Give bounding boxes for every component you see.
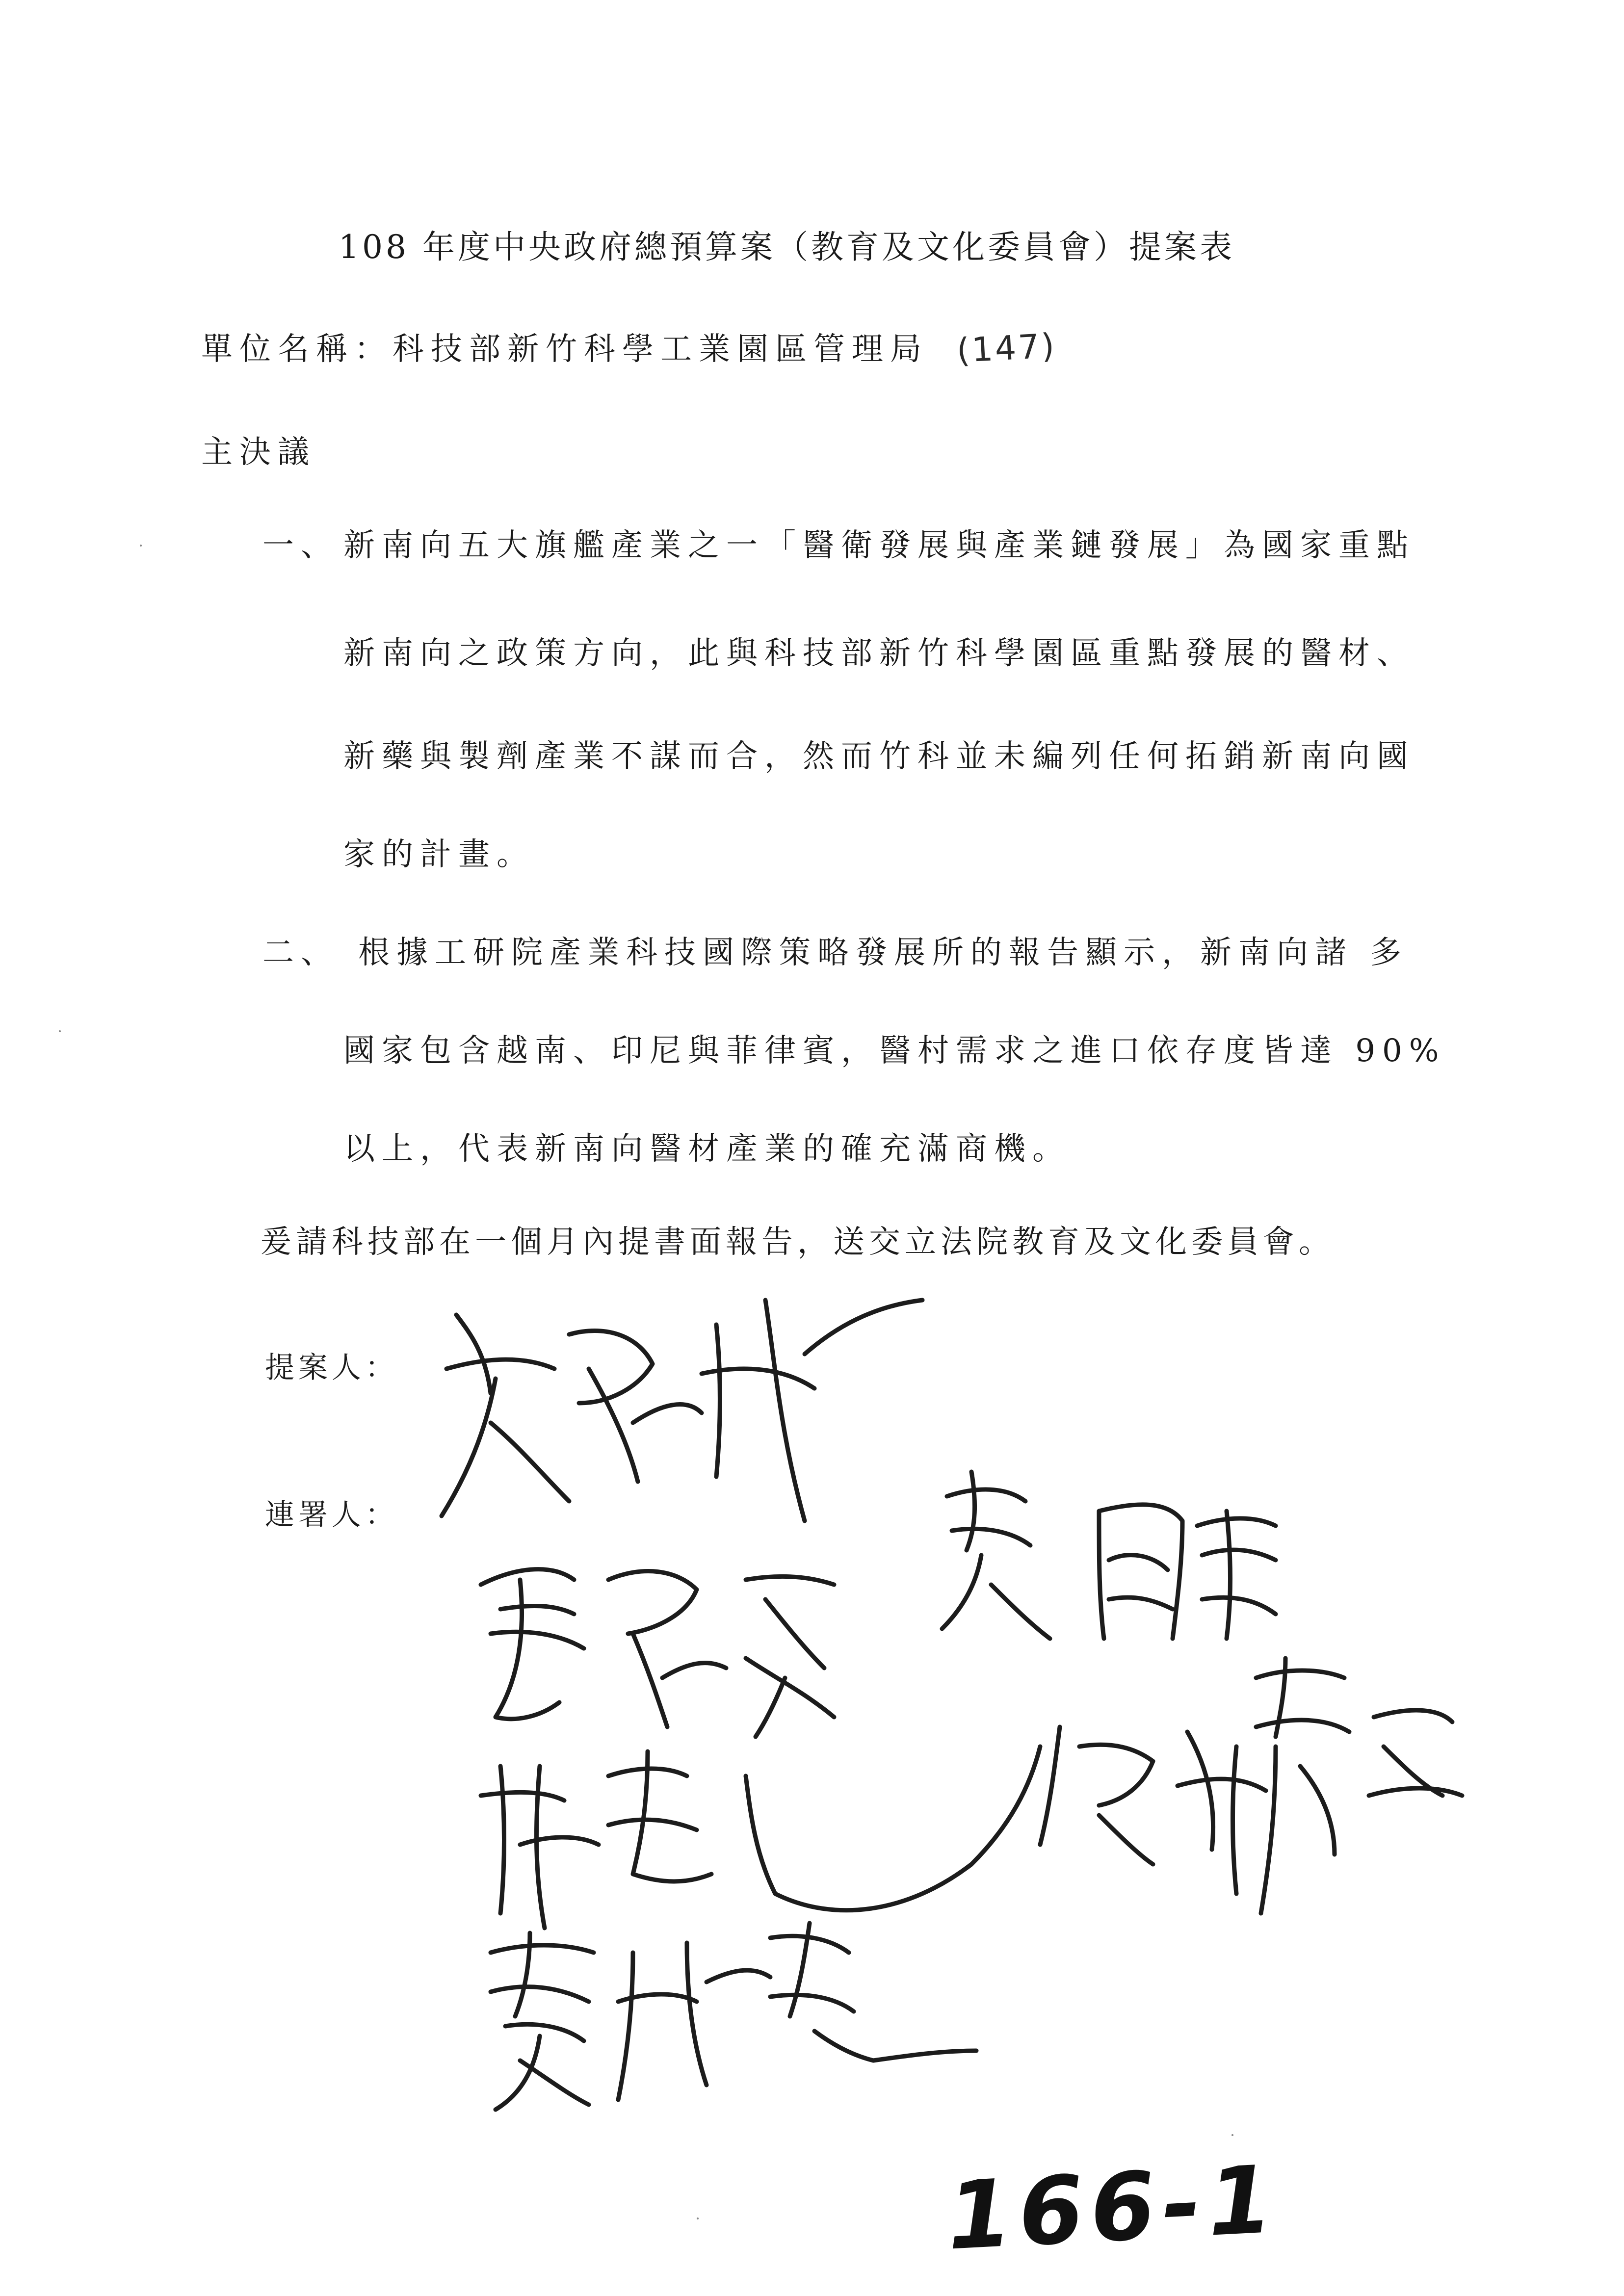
scan-speck — [1231, 2134, 1233, 2136]
unit-code-handwritten: (147) — [956, 326, 1058, 371]
scan-speck — [140, 545, 142, 547]
cosigner-signature-2 — [942, 1472, 1276, 1639]
item-2-line-1: 根據工研院產業科技國際策略發展所的報告顯示，新南向諸 多 — [358, 935, 1409, 971]
closing-statement: 爰請科技部在一個月內提書面報告，送交立法院教育及文化委員會。 — [260, 1224, 1335, 1260]
item-1-line-1: 新南向五大旗艦產業之一「醫衛發展與產業鏈發展」為國家重點 — [343, 527, 1415, 564]
page-number: 166-1 — [944, 2145, 1282, 2271]
item-2-line-2: 國家包含越南、印尼與菲律賓，醫村需求之進口依存度皆達 90% — [343, 1033, 1446, 1069]
resolution-label: 主決議 — [201, 434, 316, 470]
cosigner-signature-3 — [481, 1747, 1040, 1928]
cosigner-label: 連署人： — [265, 1498, 398, 1532]
item-2-line-3: 以上，代表新南向醫材產業的確充滿商機。 — [343, 1131, 1071, 1167]
scan-speck — [59, 1030, 61, 1032]
item-1-line-4: 家的計畫。 — [343, 836, 535, 873]
item-1-line-2: 新南向之政策方向，此與科技部新竹科學園區重點發展的醫材、 — [343, 635, 1415, 672]
cosigner-signature-1 — [481, 1569, 834, 1737]
unit-label: 單位名稱：科技部新竹科學工業園區管理局 — [201, 331, 928, 367]
cosigner-signature-5 — [491, 1923, 976, 2110]
proposer-signature — [442, 1300, 922, 1521]
proposer-label: 提案人： — [265, 1351, 398, 1385]
item-1-line-3: 新藥與製劑產業不謀而合，然而竹科並未編列任何拓銷新南向國 — [343, 738, 1415, 775]
item-1-number: 一、 — [262, 527, 339, 564]
scan-speck — [697, 2218, 699, 2219]
unit-name — [201, 324, 1056, 369]
cosigner-signature-4 — [1040, 1658, 1462, 1913]
item-2-number: 二、 — [262, 935, 339, 971]
document-title: 108 年度中央政府總預算案（教育及文化委員會）提案表 — [339, 228, 1235, 266]
